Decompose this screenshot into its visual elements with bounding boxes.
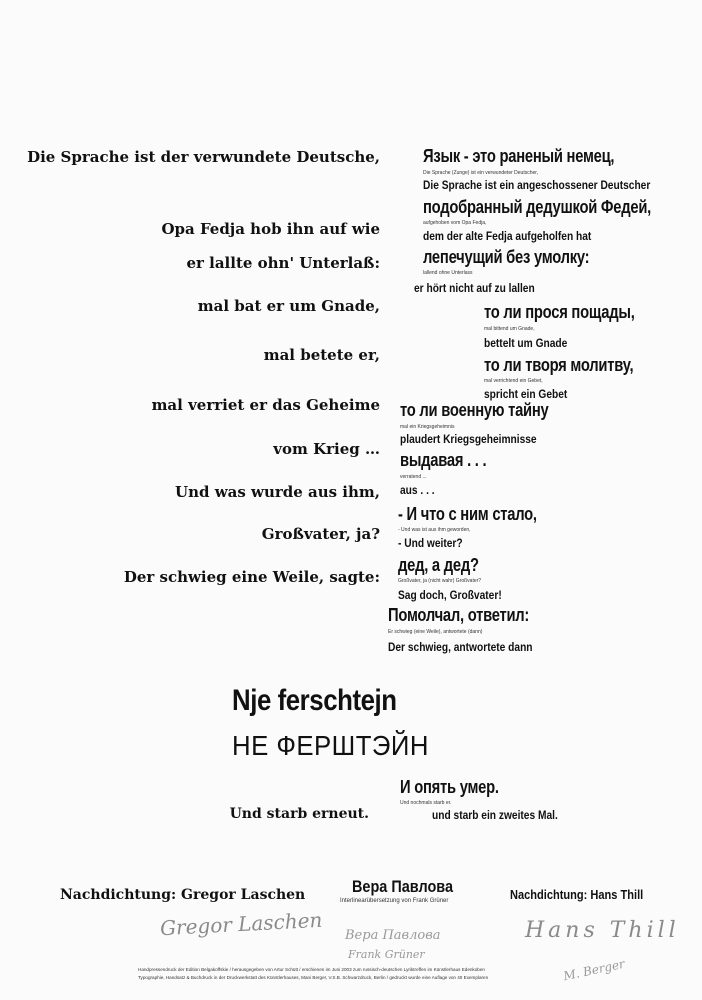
signature-pavlova: Вера Павлова: [345, 928, 441, 943]
ru-line-7: выдавая . . .: [400, 450, 487, 470]
signature-berger: M. Berger: [562, 956, 626, 984]
gloss-line-3: lallend ohne Unterlass: [423, 270, 473, 276]
gloss-line-10: Er schwieg (eine Weile), antwortete (dann): [388, 629, 483, 635]
gloss-line-2: aufgehoben vom Opa Fedja,: [423, 220, 487, 226]
colophon-line-1: Handpressendruck der Edition Belgakoffskie / herausgegeben von Artur Schütt / erschienen im Juni 2003 zum russisch-deutschen Lyriktreffen im Künstlerhaus Edenkoben: [138, 967, 485, 972]
de-line-10: Der schwieg, antwortete dann: [388, 640, 533, 654]
de-line-4: bettelt um Gnade: [484, 336, 568, 350]
de-line-9: Sag doch, Großvater!: [398, 588, 502, 602]
de-line-5: spricht ein Gebet: [484, 387, 568, 401]
ru-line-1: Язык - это раненый немец,: [423, 146, 615, 166]
ending-gloss: Und nochmals starb er.: [400, 800, 452, 806]
colophon-line-2: Typographie, Handsatz & Buchdruck in der Druckwerkstatt des Künstlerhauses, Mani Berger, V.S.B. Schwarzdruck, Berlin / gedruckt wurde eine Auflage von 40 Exemplaren: [138, 975, 489, 980]
de-line-7: aus . . .: [400, 483, 435, 497]
left-line-2: Opa Fedja hob ihn auf wie: [161, 220, 380, 238]
author-interlinear: Interlinearübersetzung von Frank Grüner: [340, 898, 449, 904]
de-line-2: dem der alte Fedja aufgeholfen hat: [423, 229, 592, 243]
ru-line-8: - И что с ним стало,: [398, 504, 537, 524]
gloss-line-8: - Und was ist aus ihm geworden,: [398, 527, 471, 533]
signature-thill: Hans Thill: [525, 918, 680, 943]
left-line-7: vom Krieg …: [273, 440, 380, 458]
de-line-3: er hört nicht auf zu lallen: [414, 281, 535, 295]
ru-line-10: Помолчал, ответил:: [388, 605, 530, 625]
ending-laschen: Und starb erneut.: [229, 806, 369, 822]
ending-russian: И опять умер.: [400, 777, 499, 797]
de-line-6: plaudert Kriegsgeheimnisse: [400, 432, 537, 446]
left-line-9: Großvater, ja?: [261, 525, 380, 543]
author-name: Вера Павлова: [352, 877, 454, 896]
de-line-1: Die Sprache ist ein angeschossener Deutscher: [423, 178, 651, 192]
ru-line-6: то ли военную тайну: [400, 400, 549, 420]
signature-laschen: Gregor Laschen: [159, 907, 323, 941]
gloss-line-1: Die Sprache (Zunge) ist ein verwundeter Deutscher,: [423, 170, 539, 176]
gloss-line-7: verratend ...: [400, 474, 427, 480]
gloss-line-5: mal verrichtend ein Gebet,: [484, 378, 543, 384]
signature-gruener: Frank Grüner: [348, 948, 425, 961]
left-line-1: Die Sprache ist der verwundete Deutsche,: [27, 148, 380, 166]
left-line-3: er lallte ohn' Unterlaß:: [186, 254, 380, 272]
left-line-4: mal bat er um Gnade,: [197, 297, 380, 315]
left-line-5: mal betete er,: [263, 346, 380, 364]
ending-thill: und starb ein zweites Mal.: [432, 808, 558, 822]
left-line-6: mal verriet er das Geheime: [151, 396, 380, 414]
gloss-line-4: mal bittend um Gnade,: [484, 326, 535, 332]
ru-line-2: подобранный дедушкой Федей,: [423, 197, 652, 217]
credit-thill: Nachdichtung: Hans Thill: [510, 887, 644, 902]
ru-line-3: лепечущий без умолку:: [423, 247, 590, 267]
ru-line-4: то ли прося пощады,: [484, 302, 635, 322]
gloss-line-9: Großvater, ja (nicht wahr) Großvater?: [398, 578, 482, 584]
ru-line-9: дед, а дед?: [398, 555, 479, 575]
ru-line-5: то ли творя молитву,: [484, 355, 634, 375]
gloss-line-6: mal ein Kriegsgeheimnis: [400, 424, 455, 430]
left-line-8: Und was wurde aus ihm,: [175, 483, 380, 501]
de-line-8: - Und weiter?: [398, 536, 463, 550]
title-german: Nje ferschtejn: [232, 684, 397, 717]
title-russian: НЕ ФЕРШТЭЙН: [232, 730, 429, 761]
credit-laschen: Nachdichtung: Gregor Laschen: [60, 887, 306, 903]
left-line-10: Der schwieg eine Weile, sagte:: [123, 568, 380, 586]
